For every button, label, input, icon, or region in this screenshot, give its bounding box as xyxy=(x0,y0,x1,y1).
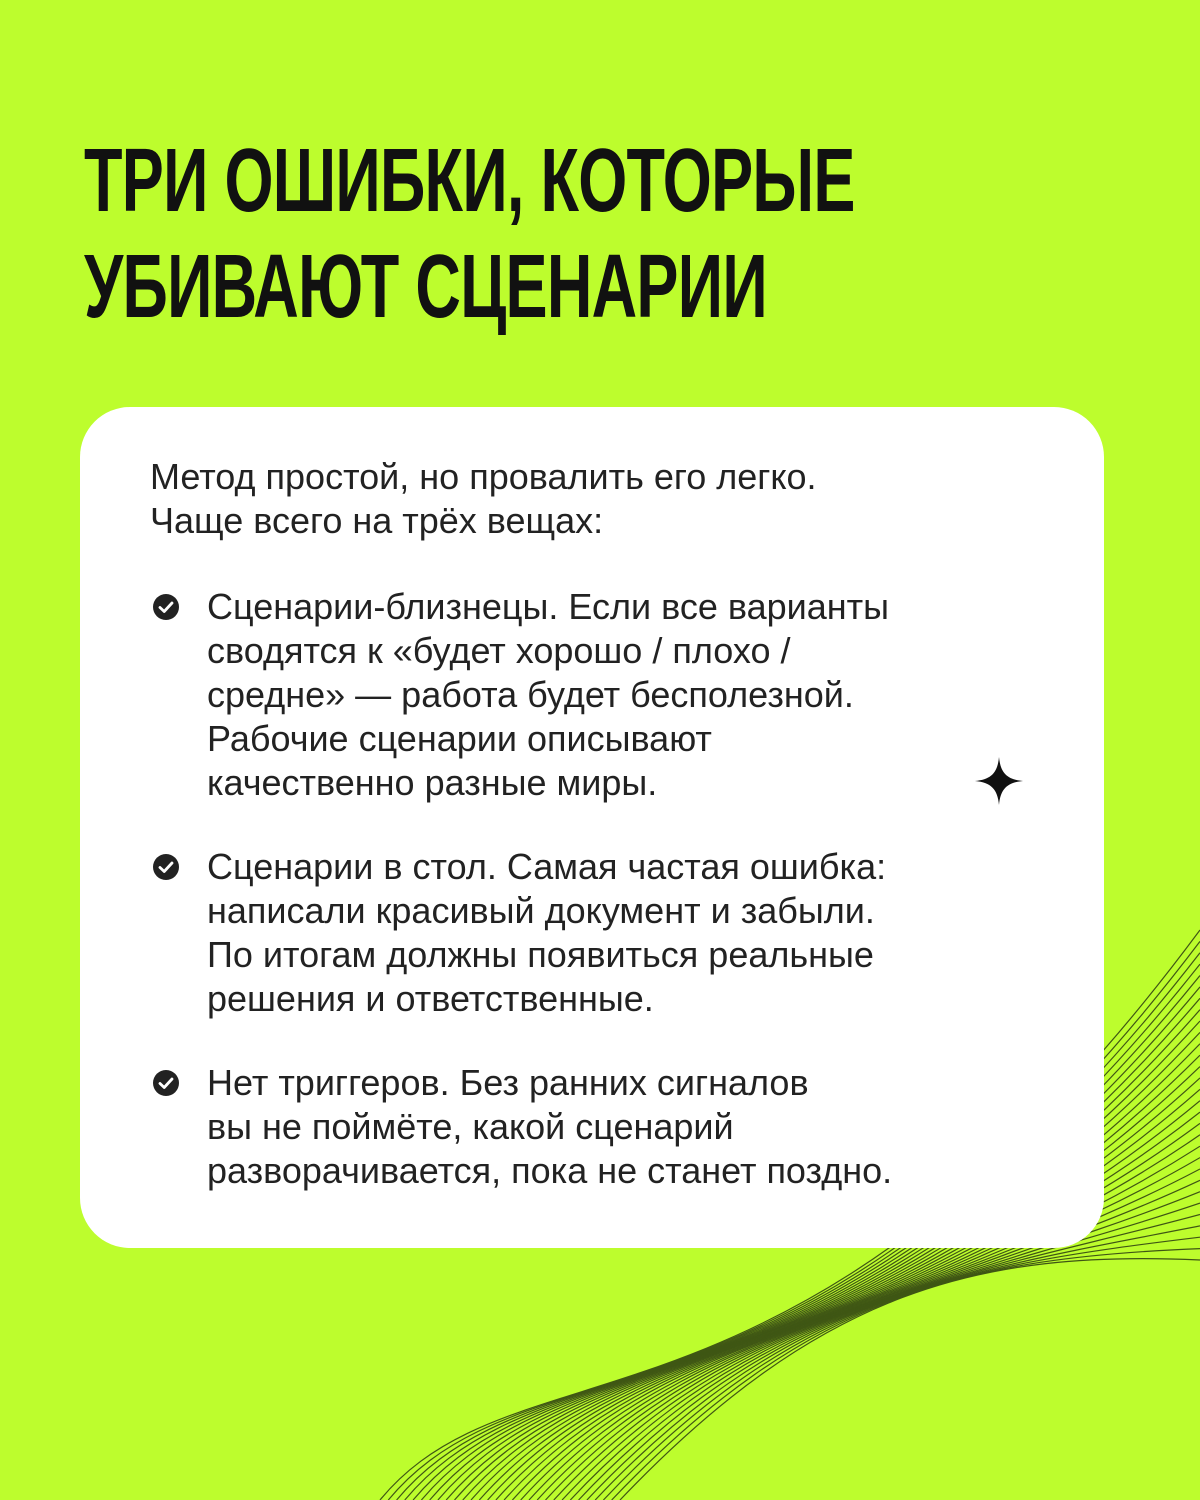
check-circle-icon xyxy=(152,853,180,881)
item-1-line-2: сводятся к «будет хорошо / плохо / xyxy=(207,630,791,671)
intro-line-1: Метод простой, но провалить его легко. xyxy=(150,456,817,497)
item-2-line-3: По итогам должны появиться реальные xyxy=(207,934,874,975)
item-1-line-1: Сценарии-близнецы. Если все варианты xyxy=(207,586,889,627)
item-3-line-2: вы не поймёте, какой сценарий xyxy=(207,1106,734,1147)
title-line-2: УБИВАЮТ СЦЕНАРИИ xyxy=(84,237,767,337)
item-3-line-3: разворачивается, пока не станет поздно. xyxy=(207,1150,893,1191)
item-2-line-4: решения и ответственные. xyxy=(207,978,654,1019)
item-2-line-1: Сценарии в стол. Самая частая ошибка: xyxy=(207,846,887,887)
item-1-line-3: средне» — работа будет бесполезной. xyxy=(207,674,854,715)
intro-text xyxy=(150,455,1030,543)
item-1-line-5: качественно разные миры. xyxy=(207,762,658,803)
check-circle-icon xyxy=(152,593,180,621)
sparkle-icon xyxy=(973,755,1025,807)
intro-line-2: Чаще всего на трёх вещах: xyxy=(150,500,604,541)
list-item-text xyxy=(207,585,1067,805)
item-1-line-4: Рабочие сценарии описывают xyxy=(207,718,712,759)
wave-line xyxy=(620,1259,1200,1500)
item-2-line-2: написали красивый документ и забыли. xyxy=(207,890,875,931)
wave-line xyxy=(587,1215,1200,1500)
item-3-line-1: Нет триггеров. Без ранних сигналов xyxy=(207,1062,809,1103)
title-line-1: ТРИ ОШИБКИ, КОТОРЫЕ xyxy=(84,131,855,231)
list-item-text xyxy=(207,1061,1067,1193)
page-title xyxy=(84,128,855,340)
check-circle-icon xyxy=(152,1069,180,1097)
content-card xyxy=(80,407,1104,1248)
list-item-text xyxy=(207,845,1067,1021)
